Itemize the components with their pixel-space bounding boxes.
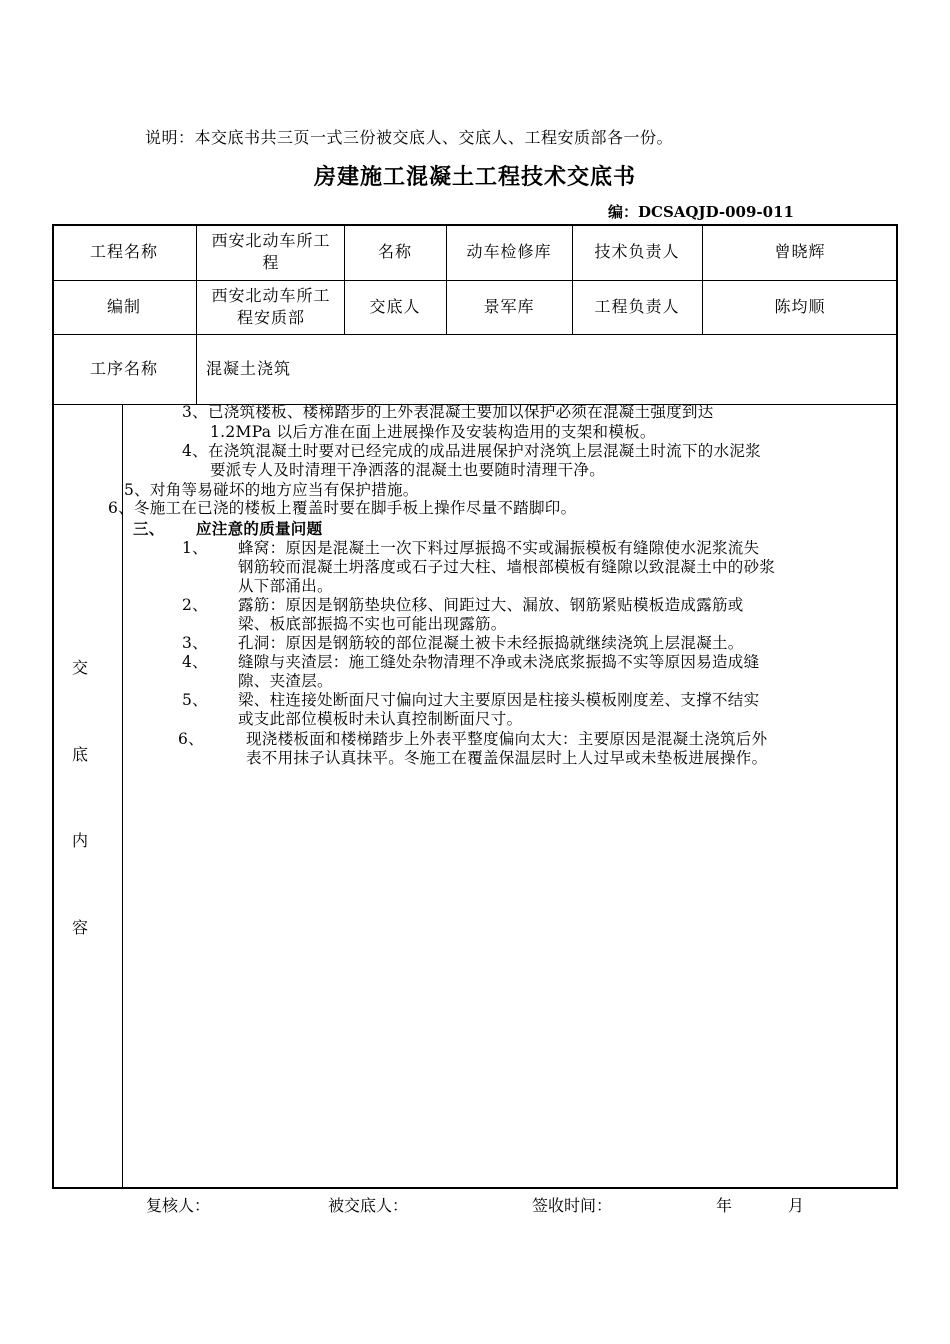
content-label-char: 交: [72, 658, 89, 677]
content-line: 梁、板底部振捣不实也可能出现露筋。: [238, 615, 507, 633]
content-label-char: 容: [72, 918, 89, 937]
briefer-value: 景军库: [483, 297, 535, 316]
item-number: 4、: [182, 653, 208, 671]
content-line: 从下部涌出。: [238, 577, 333, 595]
content-line: 蜂窝：原因是混凝土一次下料过厚振捣不实或漏振模板有缝隙使水泥浆流失: [238, 539, 760, 557]
tech-lead-label: 技术负责人: [594, 242, 680, 261]
content-line: 露筋：原因是钢筋垫块位移、间距过大、漏放、钢筋紧贴模板造成露筋或: [238, 596, 744, 614]
content-line: 隙、夹渣层。: [238, 672, 333, 690]
content-line: 1.2MPa 以后方准在面上进展操作及安装构造用的支架和模板。: [210, 423, 656, 441]
item-number: 2、: [182, 596, 208, 614]
month-label: 月: [788, 1196, 805, 1215]
document-code: 编：DCSAQJD-009-011: [608, 203, 794, 221]
briefer-label: 交底人: [369, 297, 421, 316]
item-number: 1、: [182, 539, 208, 557]
compiler-label: 编制: [106, 297, 141, 316]
content-label-char: 底: [72, 745, 89, 764]
content-line: 孔洞：原因是钢筋较的部位混凝土被卡未经振捣就继续浇筑上层混凝土。: [238, 634, 744, 652]
document-title: 房建施工混凝土工程技术交底书: [313, 164, 636, 190]
process-name-value: 混凝土浇筑: [206, 359, 292, 378]
content-line: 6、冬施工在已浇的楼板上覆盖时要在脚手板上操作尽量不踏脚印。: [108, 499, 577, 517]
item-name-label: 名称: [377, 242, 412, 261]
content-line: 5、对角等易碰坏的地方应当有保护措施。: [124, 481, 419, 499]
item-number: 6、: [178, 730, 204, 748]
process-name-label: 工序名称: [89, 359, 158, 378]
col-divider: [122, 404, 123, 1188]
item-number: 5、: [182, 691, 208, 709]
document-note: 说明：本交底书共三页一式三份被交底人、交底人、工程安质部各一份。: [145, 128, 674, 147]
section-heading: 应注意的质量问题: [196, 519, 323, 538]
project-name-label: 工程名称: [89, 242, 158, 261]
content-line: 要派专人及时清理干净洒落的混凝土也要随时清理干净。: [210, 461, 606, 479]
item-name-value: 动车检修库: [466, 242, 552, 261]
content-line: 现浇楼板面和楼梯踏步上外表平整度偏向太大：主要原因是混凝土浇筑后外: [246, 730, 768, 748]
col-divider: [196, 224, 197, 404]
reviewer-label: 复核人：: [146, 1196, 211, 1215]
receiver-label: 被交底人：: [328, 1196, 409, 1215]
section-number: 三、: [133, 519, 165, 538]
content-line: 缝隙与夹渣层：施工缝处杂物清理不净或未浇底浆振捣不实等原因易造成缝: [238, 653, 760, 671]
content-line: 4、在浇筑混凝土时要对已经完成的成品进展保护对浇筑上层混凝土时流下的水泥浆: [182, 442, 761, 460]
eng-lead-label: 工程负责人: [594, 297, 680, 316]
compiler-value: 西安北动车所工程安质部: [211, 286, 331, 327]
year-label: 年: [716, 1196, 733, 1215]
content-label-char: 内: [72, 831, 89, 850]
content-line: 表不用抹子认真抹平。冬施工在覆盖保温层时上人过早或未垫板进展操作。: [246, 749, 768, 767]
eng-lead-value: 陈均顺: [774, 297, 826, 316]
content-line: 或支此部位模板时未认真控制断面尺寸。: [238, 710, 523, 728]
content-line: 钢筋较而混凝土坍落度或石子过大柱、墙根部模板有缝隙以致混凝土中的砂浆: [238, 558, 776, 576]
tech-lead-value: 曾晓辉: [774, 242, 826, 261]
sign-time-label: 签收时间：: [532, 1196, 613, 1215]
item-number: 3、: [182, 634, 208, 652]
project-name-value: 西安北动车所工程: [211, 231, 331, 272]
content-line: 3、已浇筑楼板、楼梯踏步的上外表混凝土要加以保护必须在混凝土强度到达: [182, 403, 714, 421]
content-line: 梁、柱连接处断面尺寸偏向过大主要原因是柱接头模板刚度差、支撑不结实: [238, 691, 760, 709]
